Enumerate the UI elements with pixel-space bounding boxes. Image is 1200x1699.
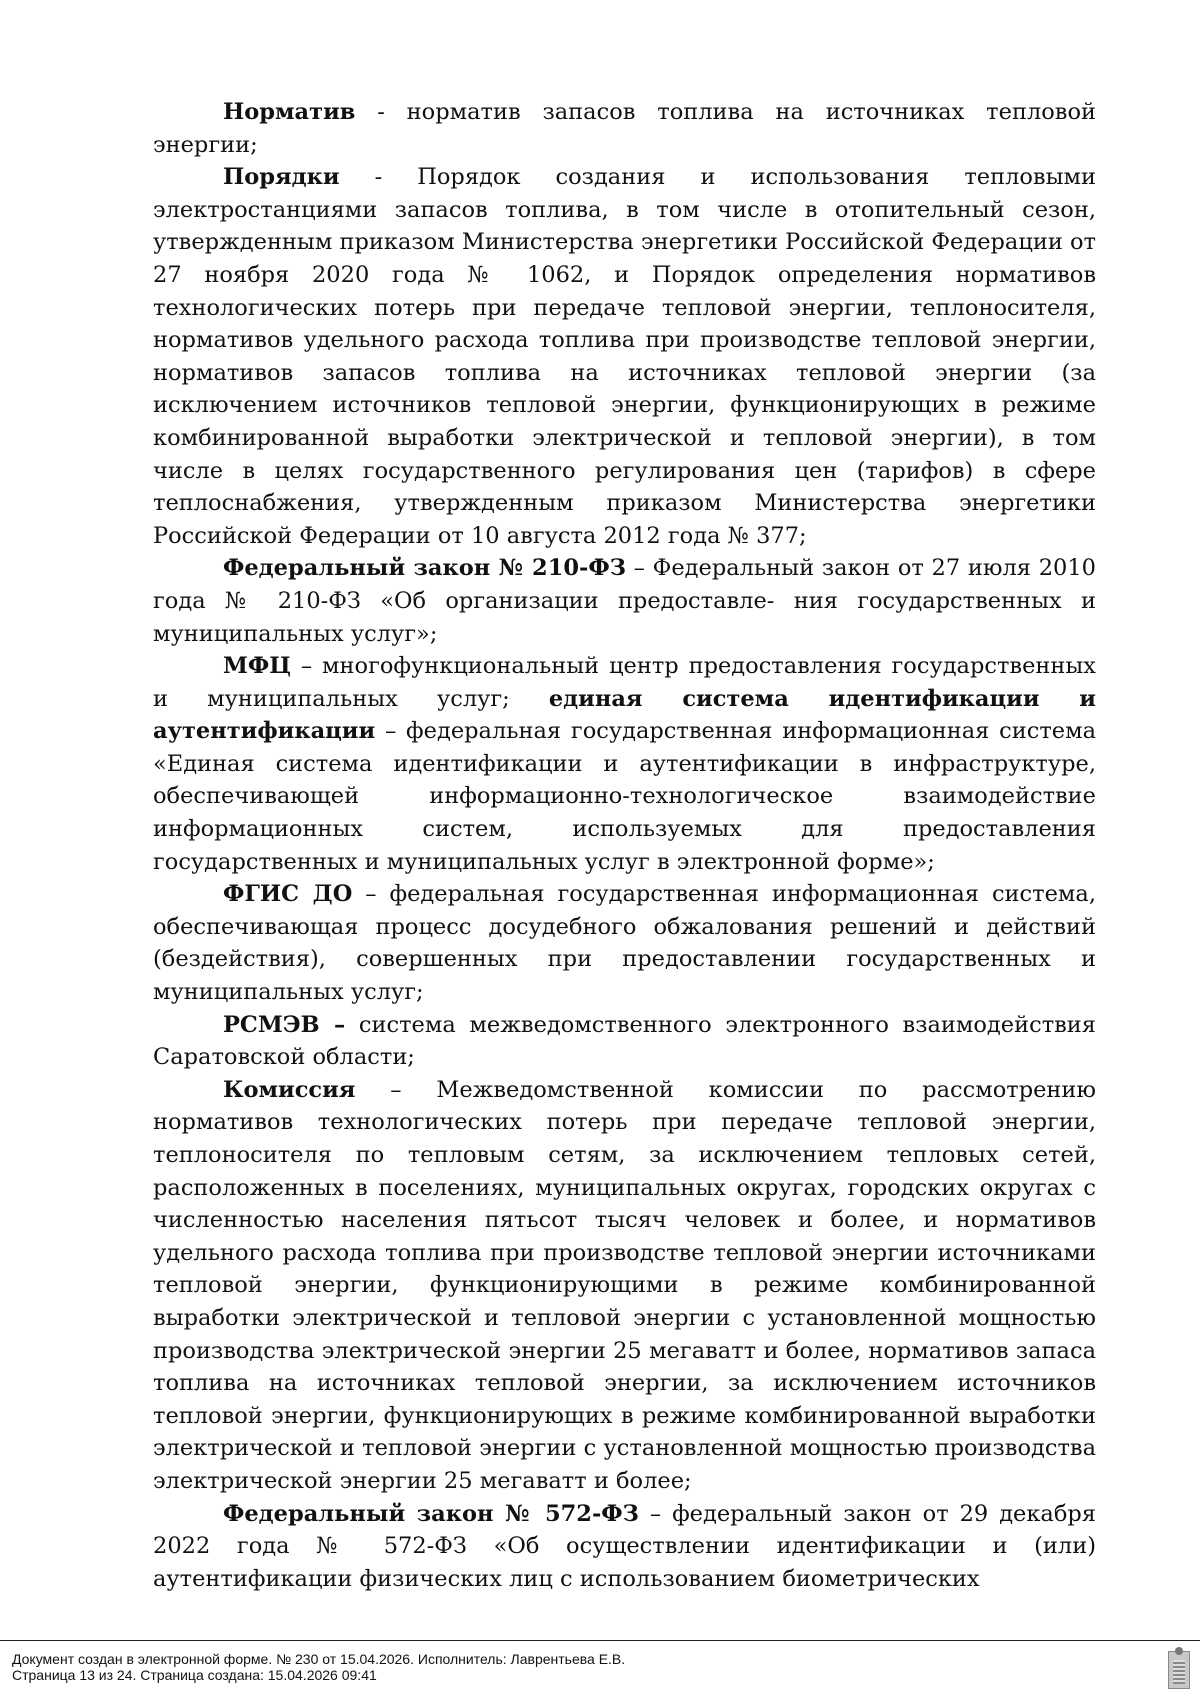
term-esia: единая система идентификации и аутентификации [153,685,1096,745]
paragraph-normativ [153,96,1096,161]
paragraph-komissiya [153,1074,1096,1498]
footer-line-document-info: Документ создан в электронной форме. № 230 от 15.04.2026. Исполнитель: Лаврентьева Е.В. [12,1651,626,1667]
definition-esia: – федеральная государственная информационная система «Единая система идентификации и аутентификации в инфраструктуре, обеспечивающей информационно-технологическое взаимодействие информационных систем, используемых для предоставления государственных и муниципальных услуг в электронной форме»; [153,718,1096,875]
footer-text [12,1651,625,1683]
definition-fz-572: – федеральный закон от 29 декабря 2022 года № 572-ФЗ «Об осуществлении идентификации и (или) аутентификации физических лиц с использованием биометрических [153,1500,1096,1592]
document-seal-icon [1168,1651,1190,1689]
paragraph-rsmev [153,1009,1096,1074]
term-fgis-do: ФГИС ДО [223,881,353,908]
term-rsmev: РСМЭВ – [223,1011,346,1038]
paragraph-fgis-do [153,878,1096,1008]
paragraph-poryadki [153,161,1096,552]
paragraph-mfc [153,650,1096,878]
document-footer [0,1640,1200,1699]
term-fz-210: Федеральный закон № 210-ФЗ [223,555,626,582]
definition-fgis-do: – федеральная государственная информационная система, обеспечивающая процесс досудебного обжалования решений и действий (бездействия), совершенных при предоставлении государственных и муниципальных услуг; [153,881,1096,1006]
term-fz-572: Федеральный закон № 572-ФЗ [223,1500,639,1527]
paragraph-fz-210 [153,552,1096,650]
paragraph-fz-572 [153,1498,1096,1596]
term-mfc: МФЦ [223,653,291,680]
term-komissiya: Комиссия [223,1076,356,1103]
definition-rsmev: система межведомственного электронного взаимодействия Саратовской области; [153,1011,1096,1071]
definition-komissiya: – Межведомственной комиссии по рассмотрению нормативов технологических потерь при передаче тепловой энергии, теплоносителя по тепловым сетям, за исключением тепловых сетей, расположенных в поселениях, муниципальных округах, городских округах с численностью населения пятьсот тысяч человек и более, и нормативов удельного расхода топлива при производстве тепловой энергии источниками тепловой энергии, функционирующими в режиме комбинированной выработки электрической и тепловой энергии с установленной мощностью производства электрической энергии 25 мегаватт и более, нормативов запаса топлива на источниках тепловой энергии, за исключением источников тепловой энергии, функционирующих в режиме комбинированной выработки электрической и тепловой энергии с установленной мощностью производства электрической энергии 25 мегаватт и более; [153,1076,1096,1494]
definition-mfc: – многофункциональный центр предоставления государственных и муниципальных услуг; [153,653,1096,712]
definition-fz-210: – Федеральный закон от 27 июля 2010 года № 210-ФЗ «Об организации предоставле- ния государственных и муниципальных услуг»; [153,555,1096,647]
definition-poryadki: - Порядок создания и использования тепловыми электростанциями запасов топлива, в том числе в отопительный сезон, утвержденным приказом Министерства энергетики Российской Федерации от 27 ноября 2020 года № 1062, и Порядок определения нормативов технологических потерь при передаче тепловой энергии, теплоносителя, нормативов удельного расхода топлива при производстве тепловой энергии, нормативов запасов топлива на источниках тепловой энергии (за исключением источников тепловой энергии, функционирующих в режиме комбинированной выработки электрической и тепловой энергии), в том числе в целях государственного регулирования цен (тарифов) в сфере теплоснабжения, утвержденным приказом Министерства энергетики Российской Федерации от 10 августа 2012 года № 377; [153,164,1096,549]
term-poryadki: Порядки [223,164,340,191]
definition-normativ: - норматив запасов топлива на источниках тепловой энергии; [153,99,1096,158]
document-body [153,96,1096,1595]
term-normativ: Норматив [223,99,356,125]
footer-line-page-info: Страница 13 из 24. Страница создана: 15.04.2026 09:41 [12,1667,377,1683]
